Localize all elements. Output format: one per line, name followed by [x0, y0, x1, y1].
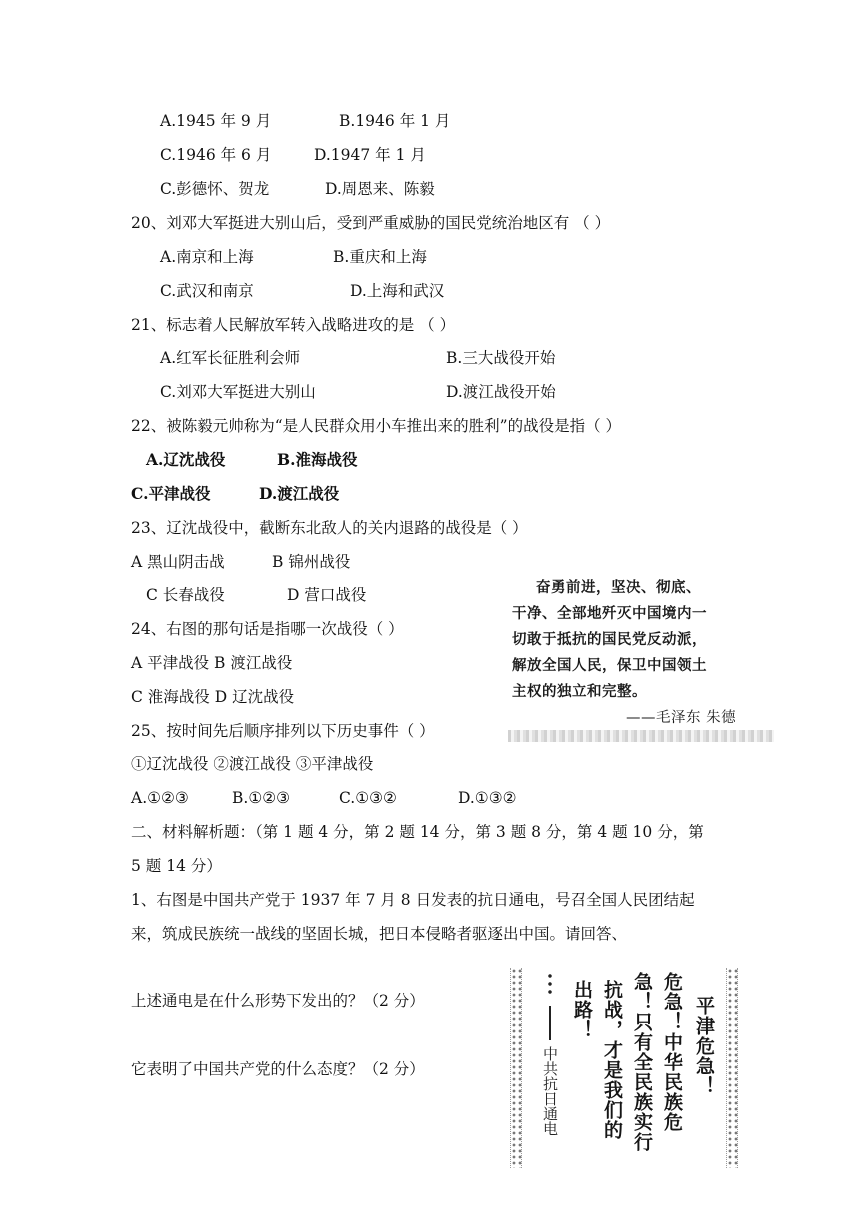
q21-option-c: C.刘邓大军挺进大别山 — [160, 383, 316, 401]
q21-option-d: D.渡江战役开始 — [446, 383, 556, 401]
question-25: 25、按时间先后顺序排列以下历史事件（ ） — [131, 722, 435, 740]
section-2-heading: 二、材料解析题：（第 1 题 4 分，第 2 题 14 分，第 3 题 8 分，第 4 题 10 分，第 — [131, 823, 704, 841]
dash-mark — [549, 1006, 551, 1040]
ellipsis-mark — [548, 972, 552, 998]
q23-option-d: D 营口战役 — [287, 586, 367, 604]
question-20: 20、刘邓大军挺进大别山后，受到严重威胁的国民党统治地区有 （ ） — [131, 214, 611, 232]
question-21: 21、标志着人民解放军转入战略进攻的是 （ ） — [131, 316, 456, 334]
telegram-signature-block — [540, 972, 560, 1142]
q25-events: ①辽沈战役 ②渡江战役 ③平津战役 — [131, 755, 374, 773]
quote-line-1: 奋勇前进，坚决、彻底、 — [536, 580, 701, 596]
telegram-column-4: 抗战，才是我们的 — [601, 980, 623, 1140]
q21-option-b: B.三大战役开始 — [446, 349, 556, 367]
quote-line-2: 干净、全部地歼灭中国境内一 — [512, 606, 707, 622]
q19-option-d: D.1947 年 1 月 — [314, 146, 426, 164]
material-1-question-2: 它表明了中国共产党的什么态度？（2 分） — [131, 1060, 425, 1078]
q22-option-c: C.平津战役 — [131, 484, 211, 503]
q22-option-b: B.淮海战役 — [277, 450, 358, 469]
material-1-intro: 1、右图是中国共产党于 1937 年 7 月 8 日发表的抗日通电，号召全国人民团结起 — [131, 891, 695, 909]
q19-option-b: B.1946 年 1 月 — [339, 112, 451, 130]
q20-option-b: B.重庆和上海 — [333, 248, 427, 266]
quote-line-3: 切敢于抵抗的国民党反动派， — [512, 632, 707, 648]
material-1-question-1: 上述通电是在什么形势下发出的？（2 分） — [131, 992, 425, 1010]
q23-option-a: A 黑山阴击战 — [131, 553, 225, 571]
q23-option-b: B 锦州战役 — [272, 553, 351, 571]
telegram-column-1: 平津危急！ — [693, 996, 715, 1096]
material-1-intro-cont: 来，筑成民族统一战线的坚固长城，把日本侵略者驱逐出中国。请回答、 — [131, 925, 628, 943]
q25-option-d: D.①③② — [458, 789, 517, 807]
question-23: 23、辽沈战役中，截断东北敌人的关内退路的战役是（ ） — [131, 519, 528, 537]
q22-option-a: A.辽沈战役 — [146, 450, 226, 469]
telegram-border-right — [726, 968, 738, 1168]
quote-image — [508, 566, 774, 742]
telegram-signature: 中共抗日通电 — [541, 1046, 559, 1136]
telegram-column-5: 出路！ — [571, 980, 593, 1040]
telegram-border-left — [510, 968, 522, 1168]
quote-signature: ——毛泽东 朱德 — [626, 710, 737, 726]
telegram-column-3: 急！只有全民族实行 — [631, 972, 653, 1152]
section-2-heading-cont: 5 题 14 分） — [131, 857, 222, 875]
question-22: 22、被陈毅元帅称为“是人民群众用小车推出来的胜利”的战役是指（ ） — [131, 417, 622, 435]
q24-options-ab: A 平津战役 B 渡江战役 — [131, 654, 293, 672]
telegram-column-2: 危急！中华民族危 — [661, 972, 683, 1132]
q20-option-a: A.南京和上海 — [160, 248, 254, 266]
quote-line-5: 主权的独立和完整。 — [512, 684, 647, 700]
q19b-option-d: D.周恩来、陈毅 — [325, 180, 435, 198]
q25-option-b: B.①②③ — [232, 789, 291, 807]
q19-option-a: A.1945 年 9 月 — [160, 112, 272, 130]
q19-option-c: C.1946 年 6 月 — [160, 146, 272, 164]
q24-options-cd: C 淮海战役 D 辽沈战役 — [131, 688, 295, 706]
q23-option-c: C 长春战役 — [146, 586, 225, 604]
q19b-option-c: C.彭德怀、贺龙 — [160, 180, 270, 198]
q21-option-a: A.红军长征胜利会师 — [160, 349, 301, 367]
q22-option-d: D.渡江战役 — [259, 484, 340, 503]
telegram-image — [508, 968, 742, 1168]
quote-line-4: 解放全国人民，保卫中国领土 — [512, 658, 707, 674]
q20-option-d: D.上海和武汉 — [350, 282, 445, 300]
scan-edge — [508, 730, 774, 742]
q20-option-c: C.武汉和南京 — [160, 282, 254, 300]
question-24: 24、右图的那句话是指哪一次战役（ ） — [131, 620, 404, 638]
q25-option-a: A.①②③ — [131, 789, 189, 807]
q25-option-c: C.①③② — [339, 789, 397, 807]
